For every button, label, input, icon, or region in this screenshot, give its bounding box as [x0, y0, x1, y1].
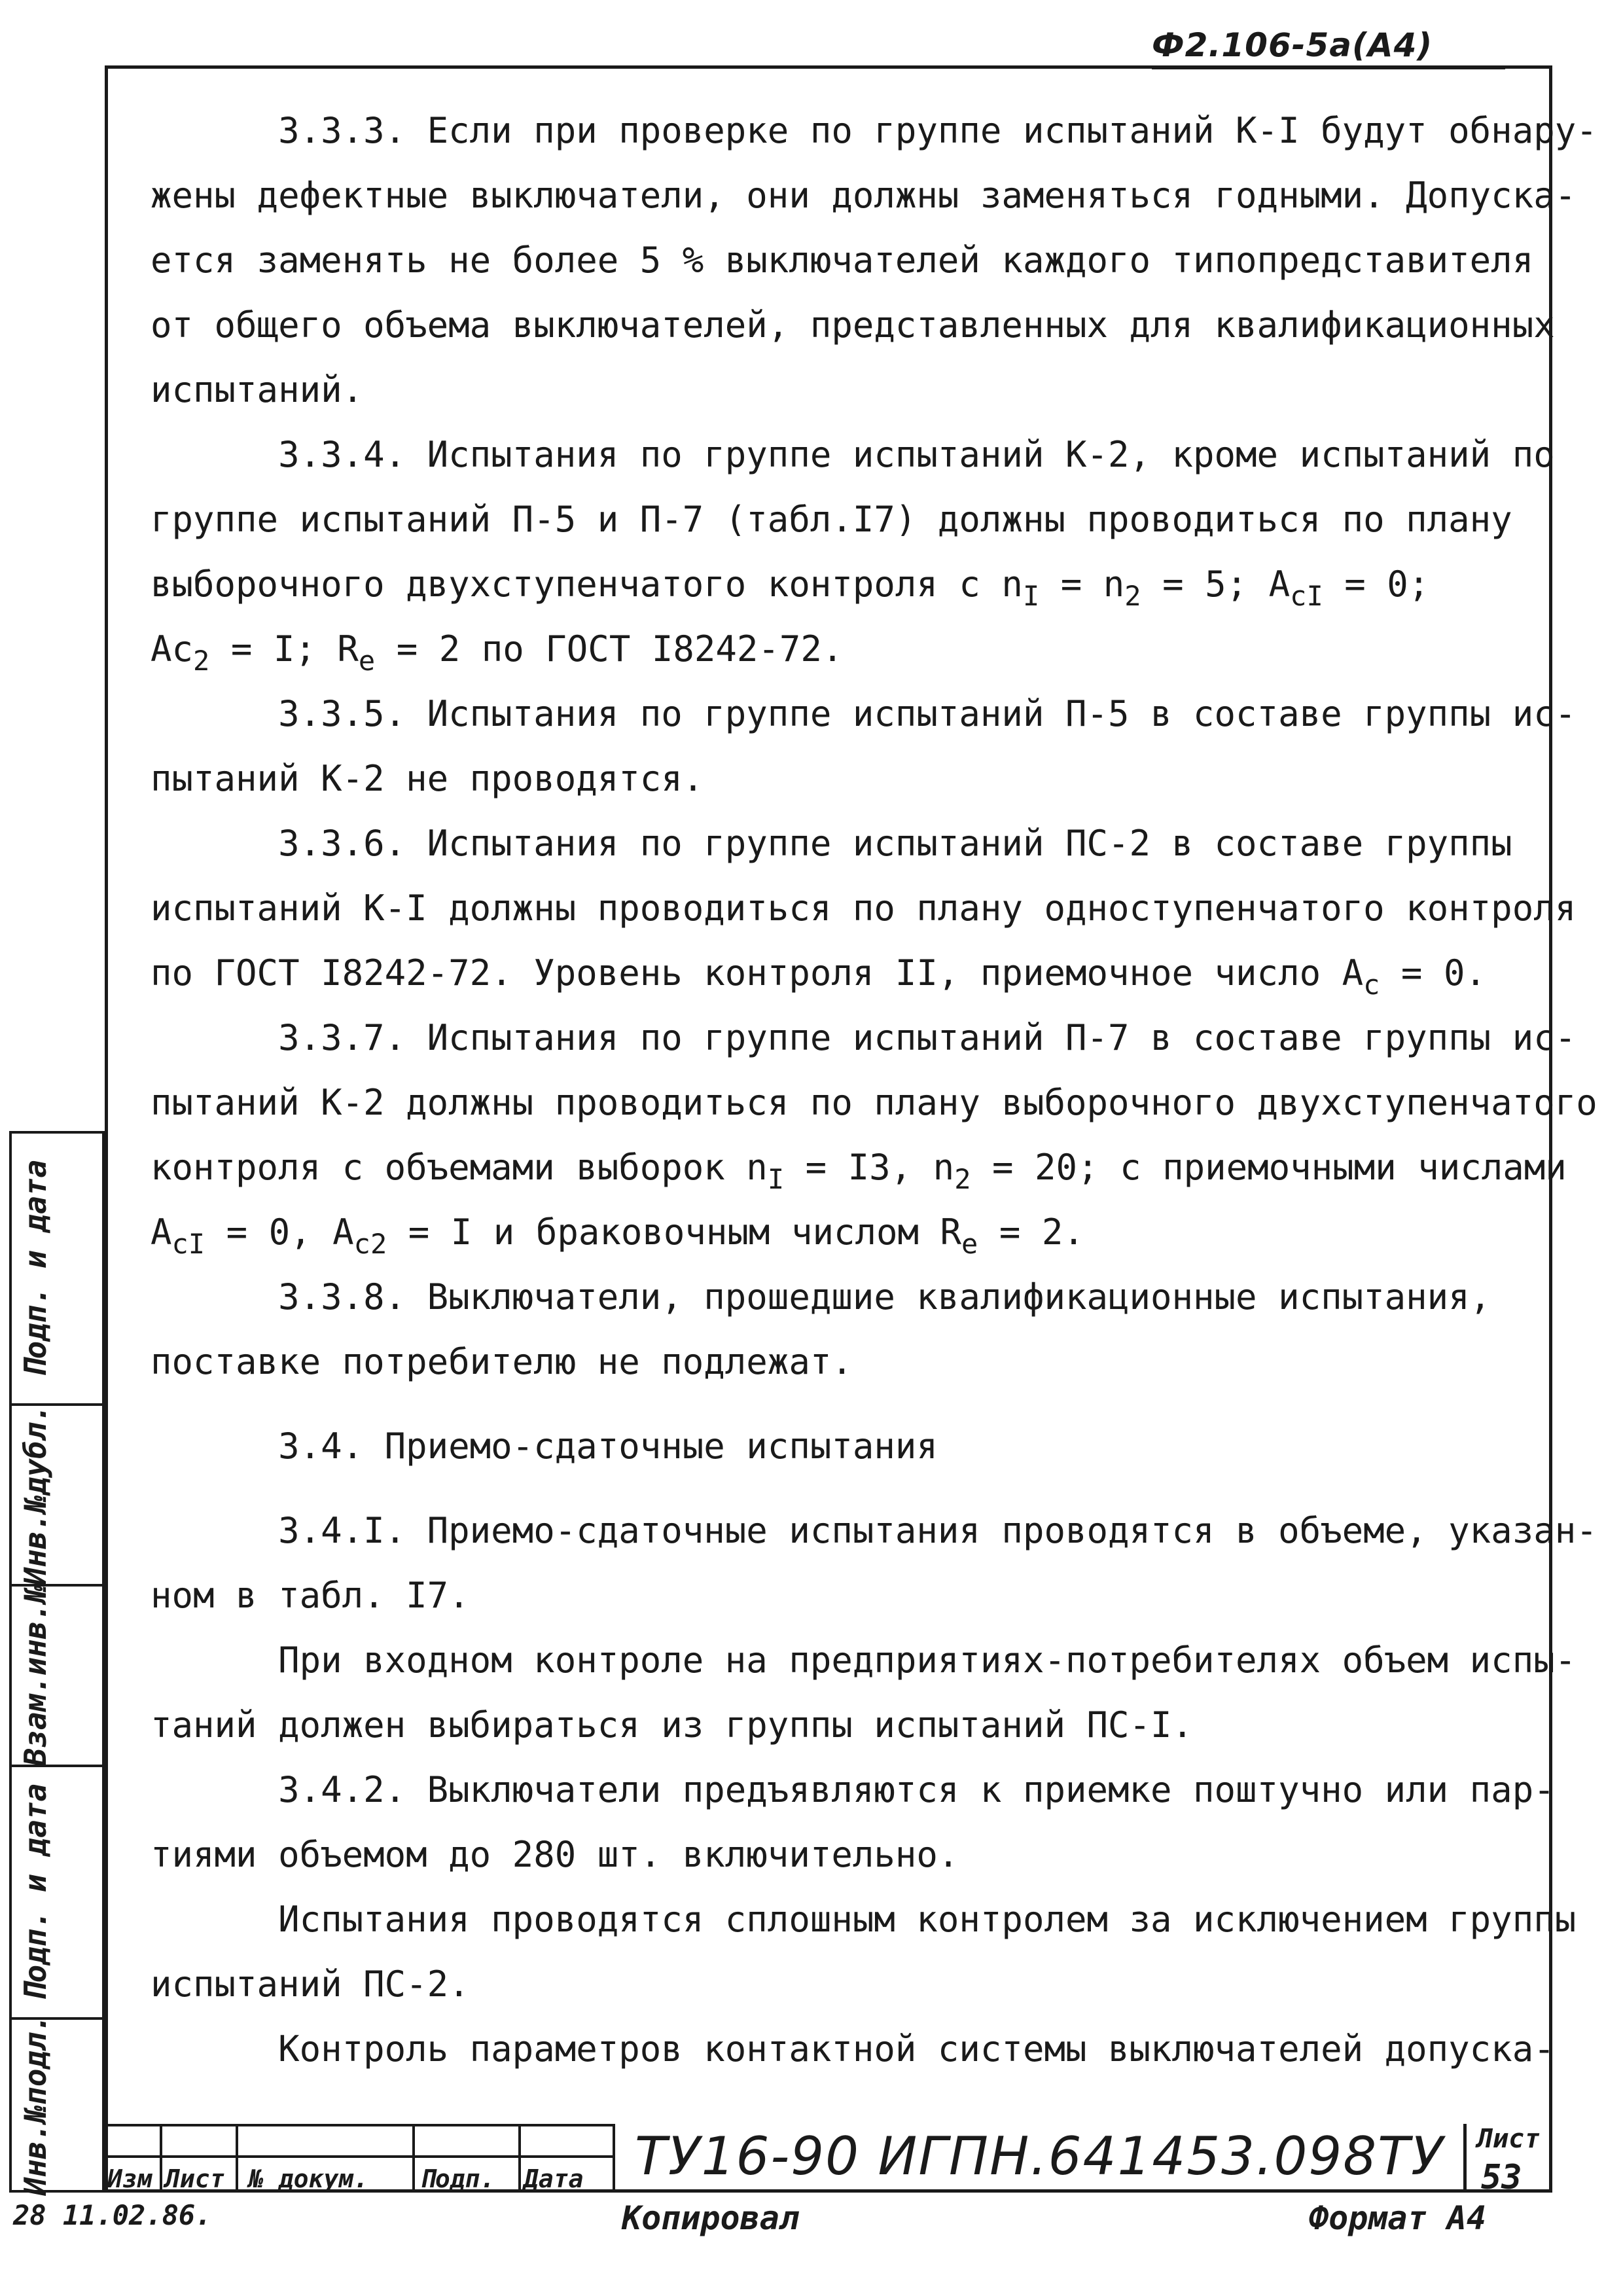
text-line: поставке потребителю не подлежат.	[151, 1341, 853, 1382]
sheet-number: 53	[1481, 2158, 1522, 2197]
header-date: Дата	[524, 2164, 584, 2193]
sheet-label: Лист	[1477, 2124, 1541, 2154]
text-line: 3.4.I. Приемо-сдаточные испытания проводятся в объеме, указан-	[151, 1510, 1597, 1551]
text-line: пытаний К-2 должны проводиться по плану выборочного двухступенчатого	[151, 1082, 1597, 1123]
text-line: 3.3.5. Испытания по группе испытаний П-5 в составе группы ис-	[151, 693, 1577, 734]
header-doc-number: № докум.	[249, 2164, 369, 2193]
text-line: 3.3.4. Испытания по группе испытаний К-2, кроме испытаний по	[151, 434, 1555, 475]
text-line: пытаний К-2 не проводятся.	[151, 758, 704, 799]
strip-cell-sign-date-1	[9, 1131, 105, 1406]
text-line: таний должен выбираться из группы испытаний ПС-I.	[151, 1704, 1194, 1746]
text-line: 3.3.6. Испытания по группе испытаний ПС-2 в составе группы	[151, 823, 1512, 864]
sheet-box	[1463, 2124, 1556, 2197]
strip-label: Подп. и дата	[18, 1159, 53, 1378]
text-line: 3.3.3. Если при проверке по группе испытаний К-I будут обнару-	[151, 110, 1597, 151]
text-line: Испытания проводятся сплошным контролем за исключением группы	[151, 1899, 1577, 1940]
text-line-formula: $А_{cI} = 0$, $А_{c2} = I$ и браковочным числом $R_e = 2$.	[151, 1211, 1084, 1260]
revision-grid	[105, 2124, 615, 2193]
strip-cell-sign-date-2	[9, 1765, 105, 2020]
text-line: 3.3.7. Испытания по группе испытаний П-7 в составе группы ис-	[151, 1017, 1577, 1058]
text-line: от общего объема выключателей, представленных для квалификационных	[151, 304, 1555, 346]
title-block	[105, 2124, 1552, 2197]
text-line: Контроль параметров контактной системы выключателей допуска-	[151, 2028, 1555, 2070]
text-line: жены дефектные выключатели, они должны заменяться годными. Допуска-	[151, 175, 1577, 216]
form-code: Ф2.106-5а(А4)	[1152, 25, 1505, 69]
text-line: 3.3.8. Выключатели, прошедшие квалификационные испытания,	[151, 1276, 1491, 1318]
text-line: При входном контроле на предприятиях-потребителях объем испы-	[151, 1640, 1577, 1681]
section-heading: 3.4. Приемо-сдаточные испытания	[151, 1426, 938, 1467]
strip-cell-repl-inv	[9, 1584, 105, 1767]
text-line: испытаний.	[151, 369, 364, 410]
text-line-formula: $Аc_2 = I$; $R_e = 2$ по ГОСТ I8242-72.	[151, 628, 844, 677]
strip-label: Взам.инв.№	[18, 1585, 53, 1767]
header-change: Изм	[107, 2164, 152, 2193]
text-line: ном в табл. I7.	[151, 1575, 470, 1616]
header-signature: Подп.	[420, 2164, 495, 2193]
text-line-formula: выборочного двухступенчатого контроля с $n_I = n_2 = 5$; $А_{cI} = 0$;	[151, 564, 1430, 612]
binding-strip	[9, 1131, 105, 2196]
header-sheet: Лист	[165, 2164, 225, 2193]
text-line: испытаний ПС-2.	[151, 1964, 470, 2005]
text-line: испытаний К-I должны проводиться по плану одноступенчатого контроля	[151, 888, 1577, 929]
text-line-formula: по ГОСТ I8242-72. Уровень контроля II, приемочное число $А_c = 0$.	[151, 952, 1486, 1001]
text-line: тиями объемом до 280 шт. включительно.	[151, 1834, 959, 1875]
strip-label: Подп. и дата	[18, 1783, 53, 2001]
document-designation: ТУ16-90 ИГПН.641453.098ТУ	[635, 2126, 1444, 2187]
strip-cell-dup-inv	[9, 1403, 105, 1587]
document-body	[151, 98, 1597, 2081]
format-label: Формат А4	[1309, 2199, 1486, 2237]
text-line-formula: контроля с объемами выборок $n_I = I3$, $n_2 = 20$; с приемочными числами	[151, 1147, 1567, 1195]
text-line: ется заменять не более 5 % выключателей каждого типопредставителя	[151, 240, 1534, 281]
handwritten-note: 28 11.02.86.	[13, 2199, 212, 2231]
text-line: группе испытаний П-5 и П-7 (табл.I7) должны проводиться по плану	[151, 499, 1512, 540]
strip-label: Инв.№подл.	[18, 2014, 53, 2196]
strip-cell-orig-inv	[9, 2014, 105, 2196]
strip-label: Инв.№дубл.	[18, 1404, 53, 1586]
text-line: 3.4.2. Выключатели предъявляются к приемке поштучно или пар-	[151, 1769, 1555, 1810]
copied-by-label: Копировал	[622, 2199, 799, 2237]
